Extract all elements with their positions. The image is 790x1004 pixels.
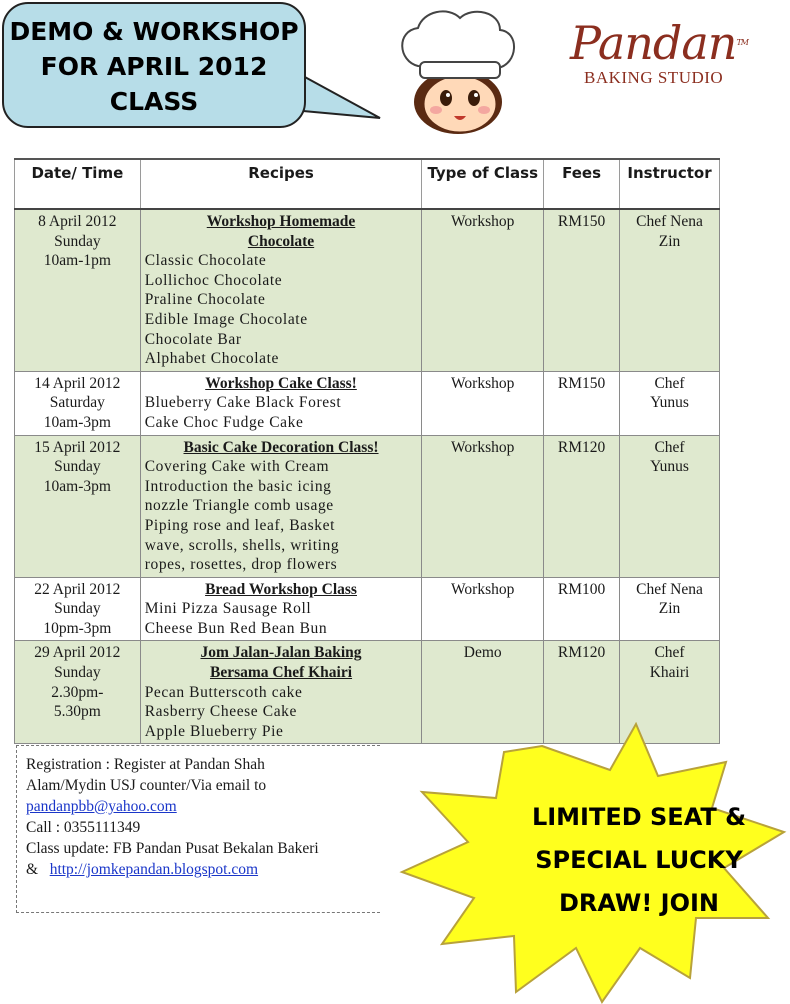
type-cell: Demo (422, 641, 544, 744)
date-line: 2.30pm- (51, 683, 104, 701)
registration-line-1: Registration : Register at Pandan Shah (26, 756, 265, 773)
phone-number: Call : 0355111349 (26, 819, 141, 836)
promo-line-3: DRAW! JOIN (558, 889, 720, 917)
date-line: 10am-3pm (43, 477, 111, 495)
recipe-item: Piping rose and leaf, Basket (144, 516, 335, 534)
instructor-line: Chef (654, 374, 685, 392)
brand-tm: TM (736, 38, 748, 47)
type-cell: Workshop (422, 435, 544, 577)
instructor-line: Chef (654, 644, 685, 662)
chef-mascot-icon (378, 6, 534, 134)
header-type: Type of Class (422, 159, 544, 209)
instructor-line: Zin (658, 600, 681, 618)
fee-cell: RM120 (544, 641, 620, 744)
date-cell (15, 641, 141, 744)
promo-text (496, 796, 782, 925)
instructor-line: Chef Nena (636, 580, 703, 598)
instructor-cell (620, 577, 720, 641)
date-line: 5.30pm (53, 703, 101, 721)
recipe-item: Cheese Bun Red Bean Bun (144, 619, 328, 637)
blog-link[interactable]: http://jomkepandan.blogspot.com (49, 861, 259, 878)
recipes-cell (140, 577, 422, 641)
instructor-cell (620, 209, 720, 371)
recipe-item: Covering Cake with Cream (144, 458, 330, 476)
title-line-3: CLASS (109, 87, 199, 116)
registration-line-2: Alam/Mydin USJ counter/Via email to (26, 777, 267, 794)
registration-info (16, 745, 380, 913)
date-cell (15, 209, 141, 371)
fee-cell: RM120 (544, 435, 620, 577)
instructor-line: Chef (654, 438, 685, 456)
recipes-cell (140, 371, 422, 435)
date-line: Sunday (54, 664, 101, 682)
title-line-1: DEMO & WORKSHOP (9, 17, 299, 46)
instructor-line: Khairi (649, 664, 690, 682)
recipe-item: Pecan Butterscoth cake (144, 683, 303, 701)
recipe-item: Alphabet Chocolate (144, 350, 280, 368)
date-line: Sunday (54, 232, 101, 250)
recipe-title: Workshop Cake Class! (205, 374, 357, 392)
table-row (15, 577, 720, 641)
title-line-2: FOR APRIL 2012 (40, 52, 268, 81)
table-header-row (15, 159, 720, 209)
date-cell (15, 435, 141, 577)
date-line: 29 April 2012 (34, 644, 121, 662)
header-date: Date/ Time (15, 159, 141, 209)
table-row (15, 209, 720, 371)
table-row (15, 435, 720, 577)
instructor-line: Yunus (650, 394, 689, 412)
fee-cell: RM150 (544, 209, 620, 371)
header-fees: Fees (544, 159, 620, 209)
recipe-item: Classic Chocolate (144, 252, 267, 270)
recipe-item: Apple Blueberry Pie (144, 722, 284, 740)
date-line: Sunday (54, 600, 101, 618)
brand-name: Pandan (570, 16, 737, 70)
date-line: 10am-1pm (43, 252, 111, 270)
recipe-item: nozzle Triangle comb usage (144, 497, 334, 515)
recipe-item: Cake Choc Fudge Cake (144, 413, 304, 431)
recipe-title: Jom Jalan-Jalan Baking (200, 644, 362, 662)
recipe-item: Introduction the basic icing (144, 477, 332, 495)
recipe-title: Workshop Homemade (206, 213, 356, 230)
header-instructor: Instructor (620, 159, 720, 209)
recipe-item: Chocolate Bar (144, 330, 242, 348)
recipe-title: Bread Workshop Class (205, 580, 357, 598)
brand-logo (570, 18, 770, 88)
class-schedule-table (14, 158, 720, 744)
recipe-item: Edible Image Chocolate (144, 310, 308, 328)
date-line: 10am-3pm (43, 413, 111, 431)
fee-cell: RM100 (544, 577, 620, 641)
class-update-text: Class update: FB Pandan Pusat Bekalan Bakeri (26, 840, 319, 857)
recipe-title: Chocolate (247, 232, 315, 250)
type-cell: Workshop (422, 371, 544, 435)
header-recipes: Recipes (140, 159, 422, 209)
date-line: Sunday (54, 458, 101, 476)
instructor-cell (620, 371, 720, 435)
instructor-line: Zin (658, 232, 681, 250)
brand-subtitle: BAKING STUDIO (584, 68, 724, 87)
recipe-item: Rasberry Cheese Cake (144, 703, 298, 721)
promo-line-2: SPECIAL LUCKY (535, 846, 743, 874)
recipes-cell (140, 641, 422, 744)
date-cell (15, 371, 141, 435)
type-cell: Workshop (422, 209, 544, 371)
recipe-item: Blueberry Cake Black Forest (144, 394, 342, 412)
date-line: 14 April 2012 (34, 374, 121, 392)
promo-line-1: LIMITED SEAT & (531, 803, 747, 831)
recipe-item: Mini Pizza Sausage Roll (144, 600, 312, 618)
date-line: 8 April 2012 (38, 213, 117, 230)
date-line: 22 April 2012 (34, 580, 121, 598)
date-line: 10pm-3pm (43, 619, 112, 637)
type-cell: Workshop (422, 577, 544, 641)
date-line: Saturday (49, 394, 105, 412)
date-line: 15 April 2012 (34, 438, 121, 456)
recipe-title: Basic Cake Decoration Class! (183, 438, 379, 456)
recipe-item: Lollichoc Chocolate (144, 271, 283, 289)
page-title (2, 14, 306, 119)
recipes-cell (140, 209, 422, 371)
table-row (15, 371, 720, 435)
recipe-item: Praline Chocolate (144, 291, 266, 309)
recipe-item: wave, scrolls, shells, writing (144, 536, 340, 554)
date-cell (15, 577, 141, 641)
instructor-line: Yunus (650, 458, 689, 476)
email-link[interactable]: pandanpbb@yahoo.com (26, 798, 177, 815)
recipes-cell (140, 435, 422, 577)
recipe-title: Bersama Chef Khairi (209, 664, 353, 682)
ampersand: & (26, 861, 39, 878)
recipe-item: ropes, rosettes, drop flowers (144, 556, 338, 574)
instructor-line: Chef Nena (636, 213, 703, 230)
fee-cell: RM150 (544, 371, 620, 435)
instructor-cell (620, 435, 720, 577)
